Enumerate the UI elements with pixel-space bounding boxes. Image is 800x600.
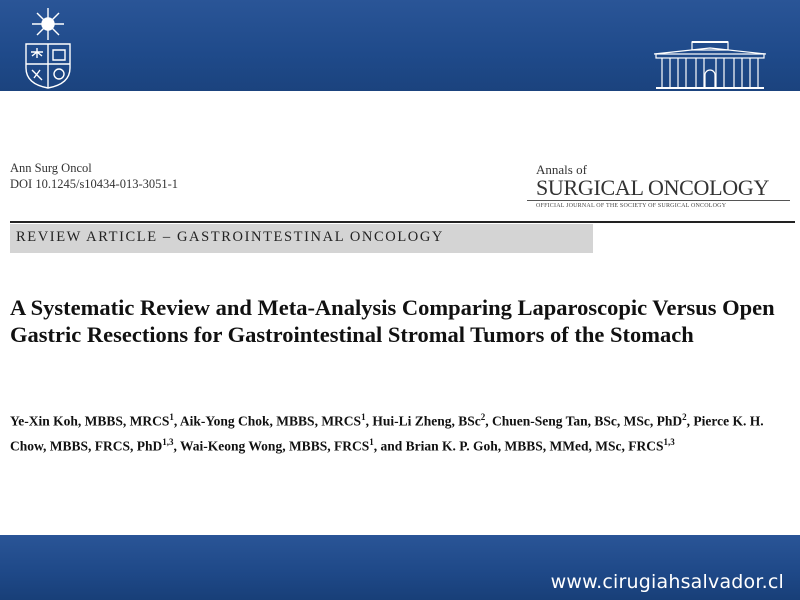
header-divider <box>10 221 795 223</box>
hospital-building-icon <box>652 40 768 90</box>
paper-title: A Systematic Review and Meta-Analysis Comparing Laparoscopic Versus Open Gastric Resections for Gastrointestinal Stromal Tumors of the Stomach <box>10 295 775 347</box>
author-affiliation: 2 <box>682 412 687 422</box>
author-affiliation: 1,3 <box>162 436 174 447</box>
journal-logo-annals-of: Annals of <box>536 162 587 177</box>
section-label: REVIEW ARTICLE – GASTROINTESTINAL ONCOLOGY <box>16 229 444 245</box>
journal-abbreviation: Ann Surg Oncol <box>10 161 92 175</box>
website-link[interactable]: www.cirugiahsalvador.cl <box>550 571 784 593</box>
author-affiliation: 1 <box>369 436 374 447</box>
author-name: Ye-Xin Koh, MBBS, MRCS <box>10 413 170 429</box>
author-affiliation: 1 <box>361 412 366 422</box>
author-name: Brian K. P. Goh, MBBS, MMed, MSc, FRCS <box>405 438 664 453</box>
journal-logo-subtitle: OFFICIAL JOURNAL OF THE SOCIETY OF SURGICAL ONCOLOGY <box>536 203 727 209</box>
author-name: Hui-Li Zheng, BSc <box>372 413 481 429</box>
university-crest-icon <box>18 6 78 90</box>
author-name: Chuen-Seng Tan, BSc, MSc, PhD <box>491 413 683 429</box>
author-name: Aik-Yong Chok, MBBS, MRCS <box>179 413 362 429</box>
author-name: Wai-Keong Wong, MBBS, FRCS <box>180 438 370 453</box>
doi-line: DOI 10.1245/s10434-013-3051-1 <box>10 177 179 191</box>
journal-logo-rule <box>527 200 790 201</box>
author-name: Pierce K. H. Chow, MBBS, FRCS, PhD <box>10 413 764 453</box>
author-affiliation: 2 <box>480 412 486 422</box>
journal-logo-name: SURGICAL ONCOLOGY <box>536 175 770 200</box>
author-affiliation: 1 <box>169 412 174 422</box>
author-list: Ye-Xin Koh, MBBS, MRCS$^1$, Aik-Yong Chok, MBBS, MRCS$^1$, Hui-Li Zheng, BSc$^2$, Chuen-Seng Tan, BSc, MSc, PhD$^2$, Pierce K. H. Chow, MBBS, FRCS, PhD$^{1,3}$, Wai-Keong Wong, MBBS, FRCS$^1$, and Brian K. P. Goh, MBBS, MMed, MSc, FRCS$^{1,3}$ <box>10 412 764 453</box>
author-affiliation: 1,3 <box>663 436 675 447</box>
